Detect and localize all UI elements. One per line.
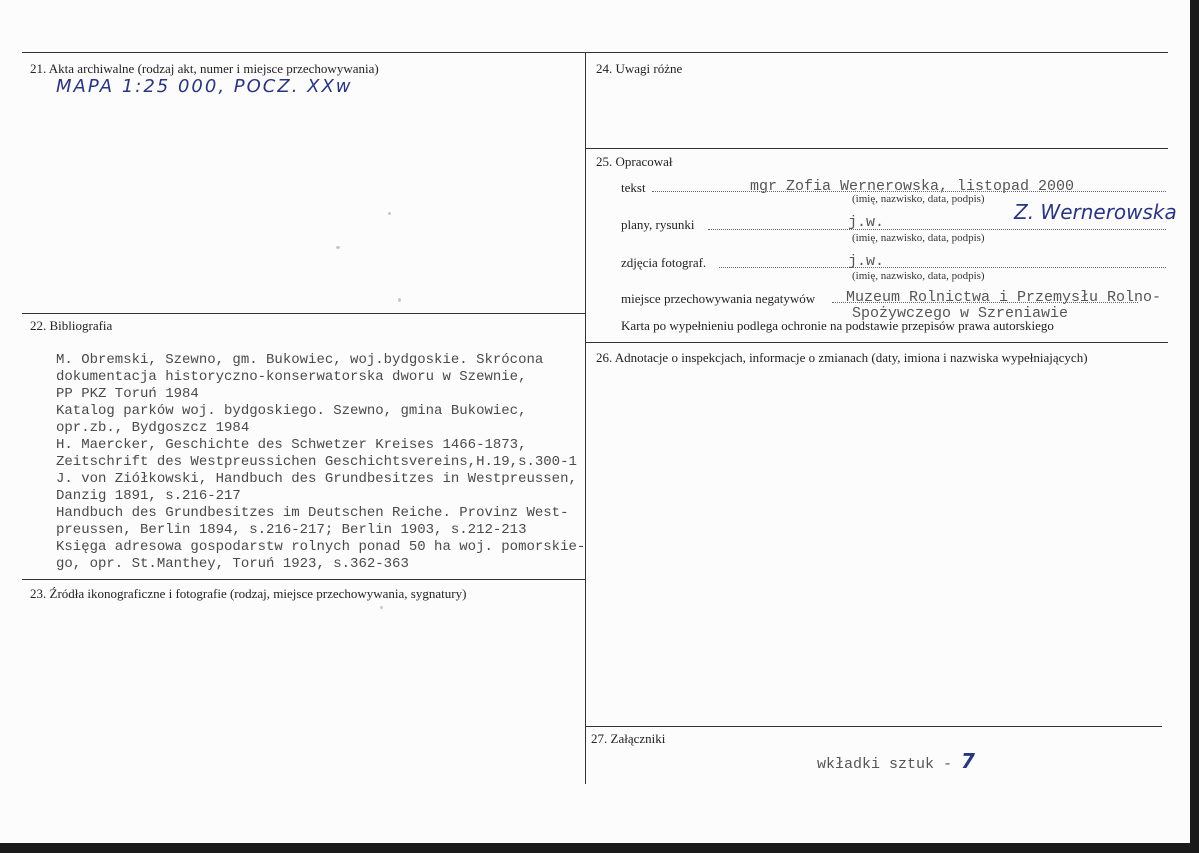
section-21-label: 21. Akta archiwalne (rodzaj akt, numer i miejsce przechowywania)	[30, 61, 379, 76]
bibliography-line: opr.zb., Bydgoszcz 1984	[56, 420, 250, 436]
bibliography-line: dokumentacja historyczno-konserwatorska dworu w Szewnie,	[56, 369, 527, 385]
bibliography-line: Księga adresowa gospodarstw rolnych ponad 50 ha woj. pomorskie-	[56, 539, 586, 555]
section-26-label: 26. Adnotacje o inspekcjach, informacje o zmianach (daty, imiona i nazwiska wypełniających)	[596, 350, 1088, 365]
section-24-label: 24. Uwagi różne	[596, 61, 683, 76]
rule-25-26	[586, 342, 1168, 343]
scan-speck	[380, 606, 383, 609]
attachments-handwritten-number: 7	[961, 749, 975, 773]
bibliography-line: PP PKZ Toruń 1984	[56, 386, 199, 402]
rule-24-25	[586, 148, 1168, 149]
plany-label: plany, rysunki	[621, 217, 695, 232]
scan-border-right	[1190, 0, 1199, 853]
section-21-handwritten-value: MAPA 1:25 000, POCZ. XXw	[56, 76, 353, 97]
scan-speck	[388, 212, 391, 215]
bibliography-line: M. Obremski, Szewno, gm. Bukowiec, woj.bydgoskie. Skrócona	[56, 352, 544, 368]
rule-26-27	[586, 726, 1162, 727]
negatywy-value-line1: Muzeum Rolnictwa i Przemysłu Rolno-	[846, 289, 1162, 306]
zdjecia-label: zdjęcia fotograf.	[621, 255, 707, 270]
scan-border-bottom	[0, 843, 1199, 853]
zdjecia-dotted-line	[719, 267, 1166, 268]
bibliography-line: Handbuch des Grundbesitzes im Deutschen Reiche. Provinz West-	[56, 505, 569, 521]
copyright-notice: Karta po wypełnieniu podlega ochronie na podstawie przepisów prawa autorskiego	[621, 318, 1054, 333]
plany-dotted-line	[708, 229, 1166, 230]
section-23-label: 23. Źródła ikonograficzne i fotografie (rodzaj, miejsce przechowywania, sygnatury)	[30, 586, 467, 601]
author-signature: Z. Wernerowska	[1014, 200, 1177, 224]
scan-speck	[336, 246, 340, 249]
tekst-label: tekst	[621, 180, 646, 195]
rule-top	[22, 52, 1168, 53]
plany-value: j.w.	[848, 214, 885, 231]
attachments-typed-text: wkładki sztuk -	[817, 756, 962, 773]
bibliography-line: Katalog parków woj. bydgoskiego. Szewno, gmina Bukowiec,	[56, 403, 527, 419]
bibliography-line: J. von Ziółkowski, Handbuch des Grundbesitzes in Westpreussen,	[56, 471, 577, 487]
section-25-label: 25. Opracował	[596, 154, 673, 169]
bibliography-line: go, opr. St.Manthey, Toruń 1923, s.362-363	[56, 556, 409, 572]
zdjecia-hint: (imię, nazwisko, data, podpis)	[852, 270, 985, 282]
plany-hint: (imię, nazwisko, data, podpis)	[852, 232, 985, 244]
bibliography-list	[56, 352, 586, 573]
bibliography-line: Danzig 1891, s.216-217	[56, 488, 241, 504]
negatywy-value-line2: Spożywczego w Szreniawie	[852, 305, 1069, 322]
bibliography-line: H. Maercker, Geschichte des Schwetzer Kreises 1466-1873,	[56, 437, 527, 453]
tekst-value: mgr Zofia Wernerowska, listopad 2000	[750, 178, 1075, 195]
section-27-label: 27. Załączniki	[591, 731, 666, 746]
attachments-count	[817, 749, 975, 773]
bibliography-line: preussen, Berlin 1894, s.216-217; Berlin 1903, s.212-213	[56, 522, 527, 538]
scan-speck	[398, 298, 401, 302]
section-22-label: 22. Bibliografia	[30, 318, 113, 333]
rule-22-23	[22, 579, 586, 580]
tekst-hint: (imię, nazwisko, data, podpis)	[852, 193, 985, 205]
negatywy-label: miejsce przechowywania negatywów	[621, 291, 816, 306]
rule-21-22	[22, 313, 586, 314]
zdjecia-value: j.w.	[848, 253, 885, 270]
bibliography-line: Zeitschrift des Westpreussichen Geschichtsvereins,H.19,s.300-1	[56, 454, 577, 470]
